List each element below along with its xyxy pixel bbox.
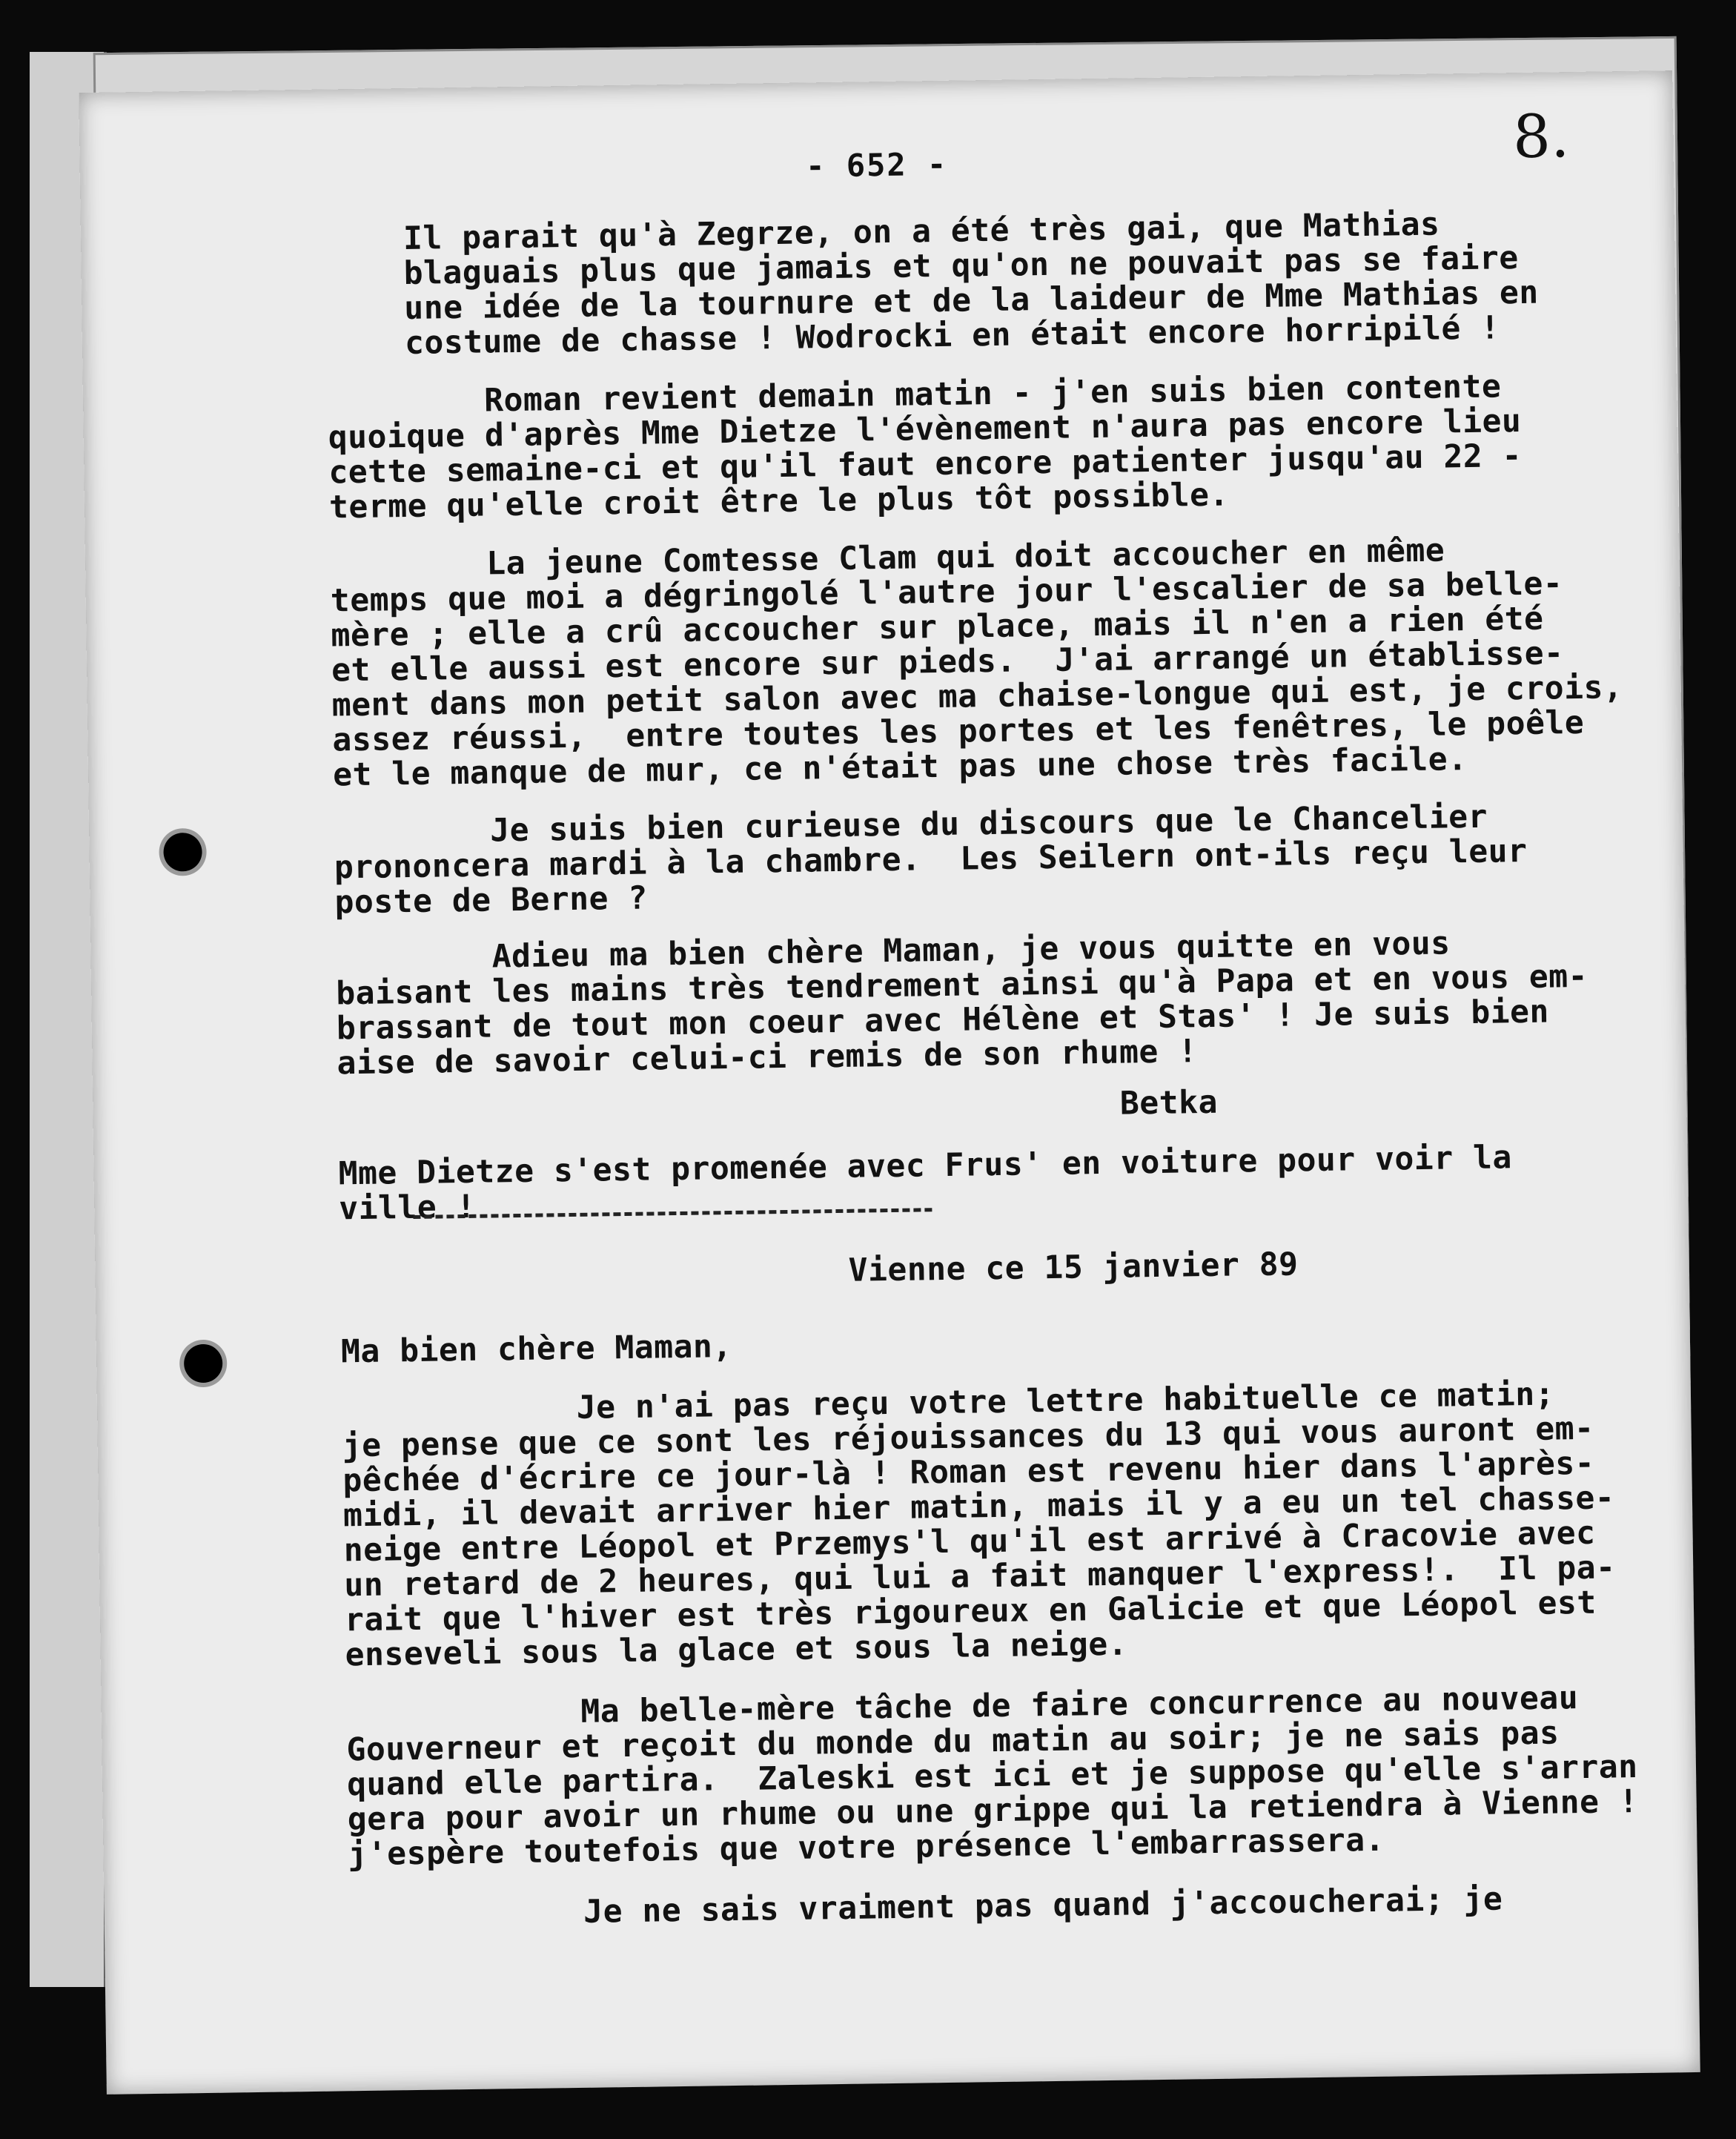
paragraph-1: Il parait qu'à Zegrze, on a été très gai, que Mathias blaguais plus que jamais et qu'on ne pouvait pas se faire une idée de la tournure et de la laideur de Mme Mathias en costume de chasse ! Wodrocki en était encore horripilé ! (402, 205, 1540, 363)
paragraph-3: La jeune Comtesse Clam qui doit accoucher en même temps que moi a dégringolé l'autre jour l'escalier de sa belle- mère ; elle a crû accoucher sur place, mais il n'en a rien été et elle aussi est encore sur pieds. J'ai arrangé un établisse- ment dans mon petit salon avec ma chaise-longue qui est, je crois, assez réussi, entre toutes les portes et les fenêtres, le poêle et le manque de mur, ce n'était pas une chose très facile. (329, 532, 1623, 794)
page-number: - 652 - (805, 145, 948, 185)
paragraph-8: Je ne sais vraiment pas quand j'accoucherai; je (348, 1880, 1503, 1934)
paragraph-7: Ma belle-mère tâche de faire concurrence au nouveau Gouverneur et reçoit du monde du matin au soir; je ne sais pas quand elle partira. Zaleski est ici et je suppose qu'elle s'arran gera pour avoir un rhume ou une grippe qui la retiendra à Vienne ! j'espère toutefois que votre présence l'embarrassera. (345, 1679, 1639, 1874)
paragraph-6: Je n'ai pas reçu votre lettre habituelle ce matin; je pense que ce sont les réjouissances du 13 qui vous auront em- pêchée d'écrire ce jour-là ! Roman est revenu hier dans l'après- midi, il devait arriver hier matin, mais il y a eu un tel chasse- neige entre Léopol et Przemys'l qu'il est arrivé à Cracovie avec un retard de 2 heures, qui lui a fait manquer l'express!. Il pa- rait que l'hiver est très rigoureux en Galicie et que Léopol est enseveli sous la glace et sous la neige. (341, 1375, 1616, 1674)
punch-hole (184, 1344, 223, 1383)
paragraph-5: Adieu ma bien chère Maman, je vous quitte en vous baisant les mains très tendrement ainsi qu'à Papa et en vous em- brassant de tout mon coeur avec Hélène et Stas' ! Je suis bien aise de savoir celui-ci remis de son rhume ! (335, 925, 1588, 1082)
letter-date: Vienne ce 15 janvier 89 (339, 1246, 1299, 1297)
signature-betka: Betka (337, 1083, 1219, 1134)
handwritten-mark: 8. (1512, 102, 1570, 172)
postscript: Mme Dietze s'est promenée avec Frus' en voiture pour voir la ville ! (338, 1139, 1513, 1228)
document-page (79, 70, 1700, 2095)
letter-salutation: Ma bien chère Maman, (340, 1328, 733, 1371)
paragraph-2: Roman revient demain matin - j'en suis bien contente quoique d'après Mme Dietze l'évènement n'aura pas encore lieu cette semaine-ci et qu'il faut encore patienter jusqu'au 22 - terme qu'elle croit être le plus tôt possible. (327, 368, 1523, 526)
punch-hole (163, 833, 202, 872)
paragraph-4: Je suis bien curieuse du discours que le Chancelier prononcera mardi à la chambre. Les Seilern ont-ils reçu leur poste de Berne ? (333, 798, 1528, 922)
